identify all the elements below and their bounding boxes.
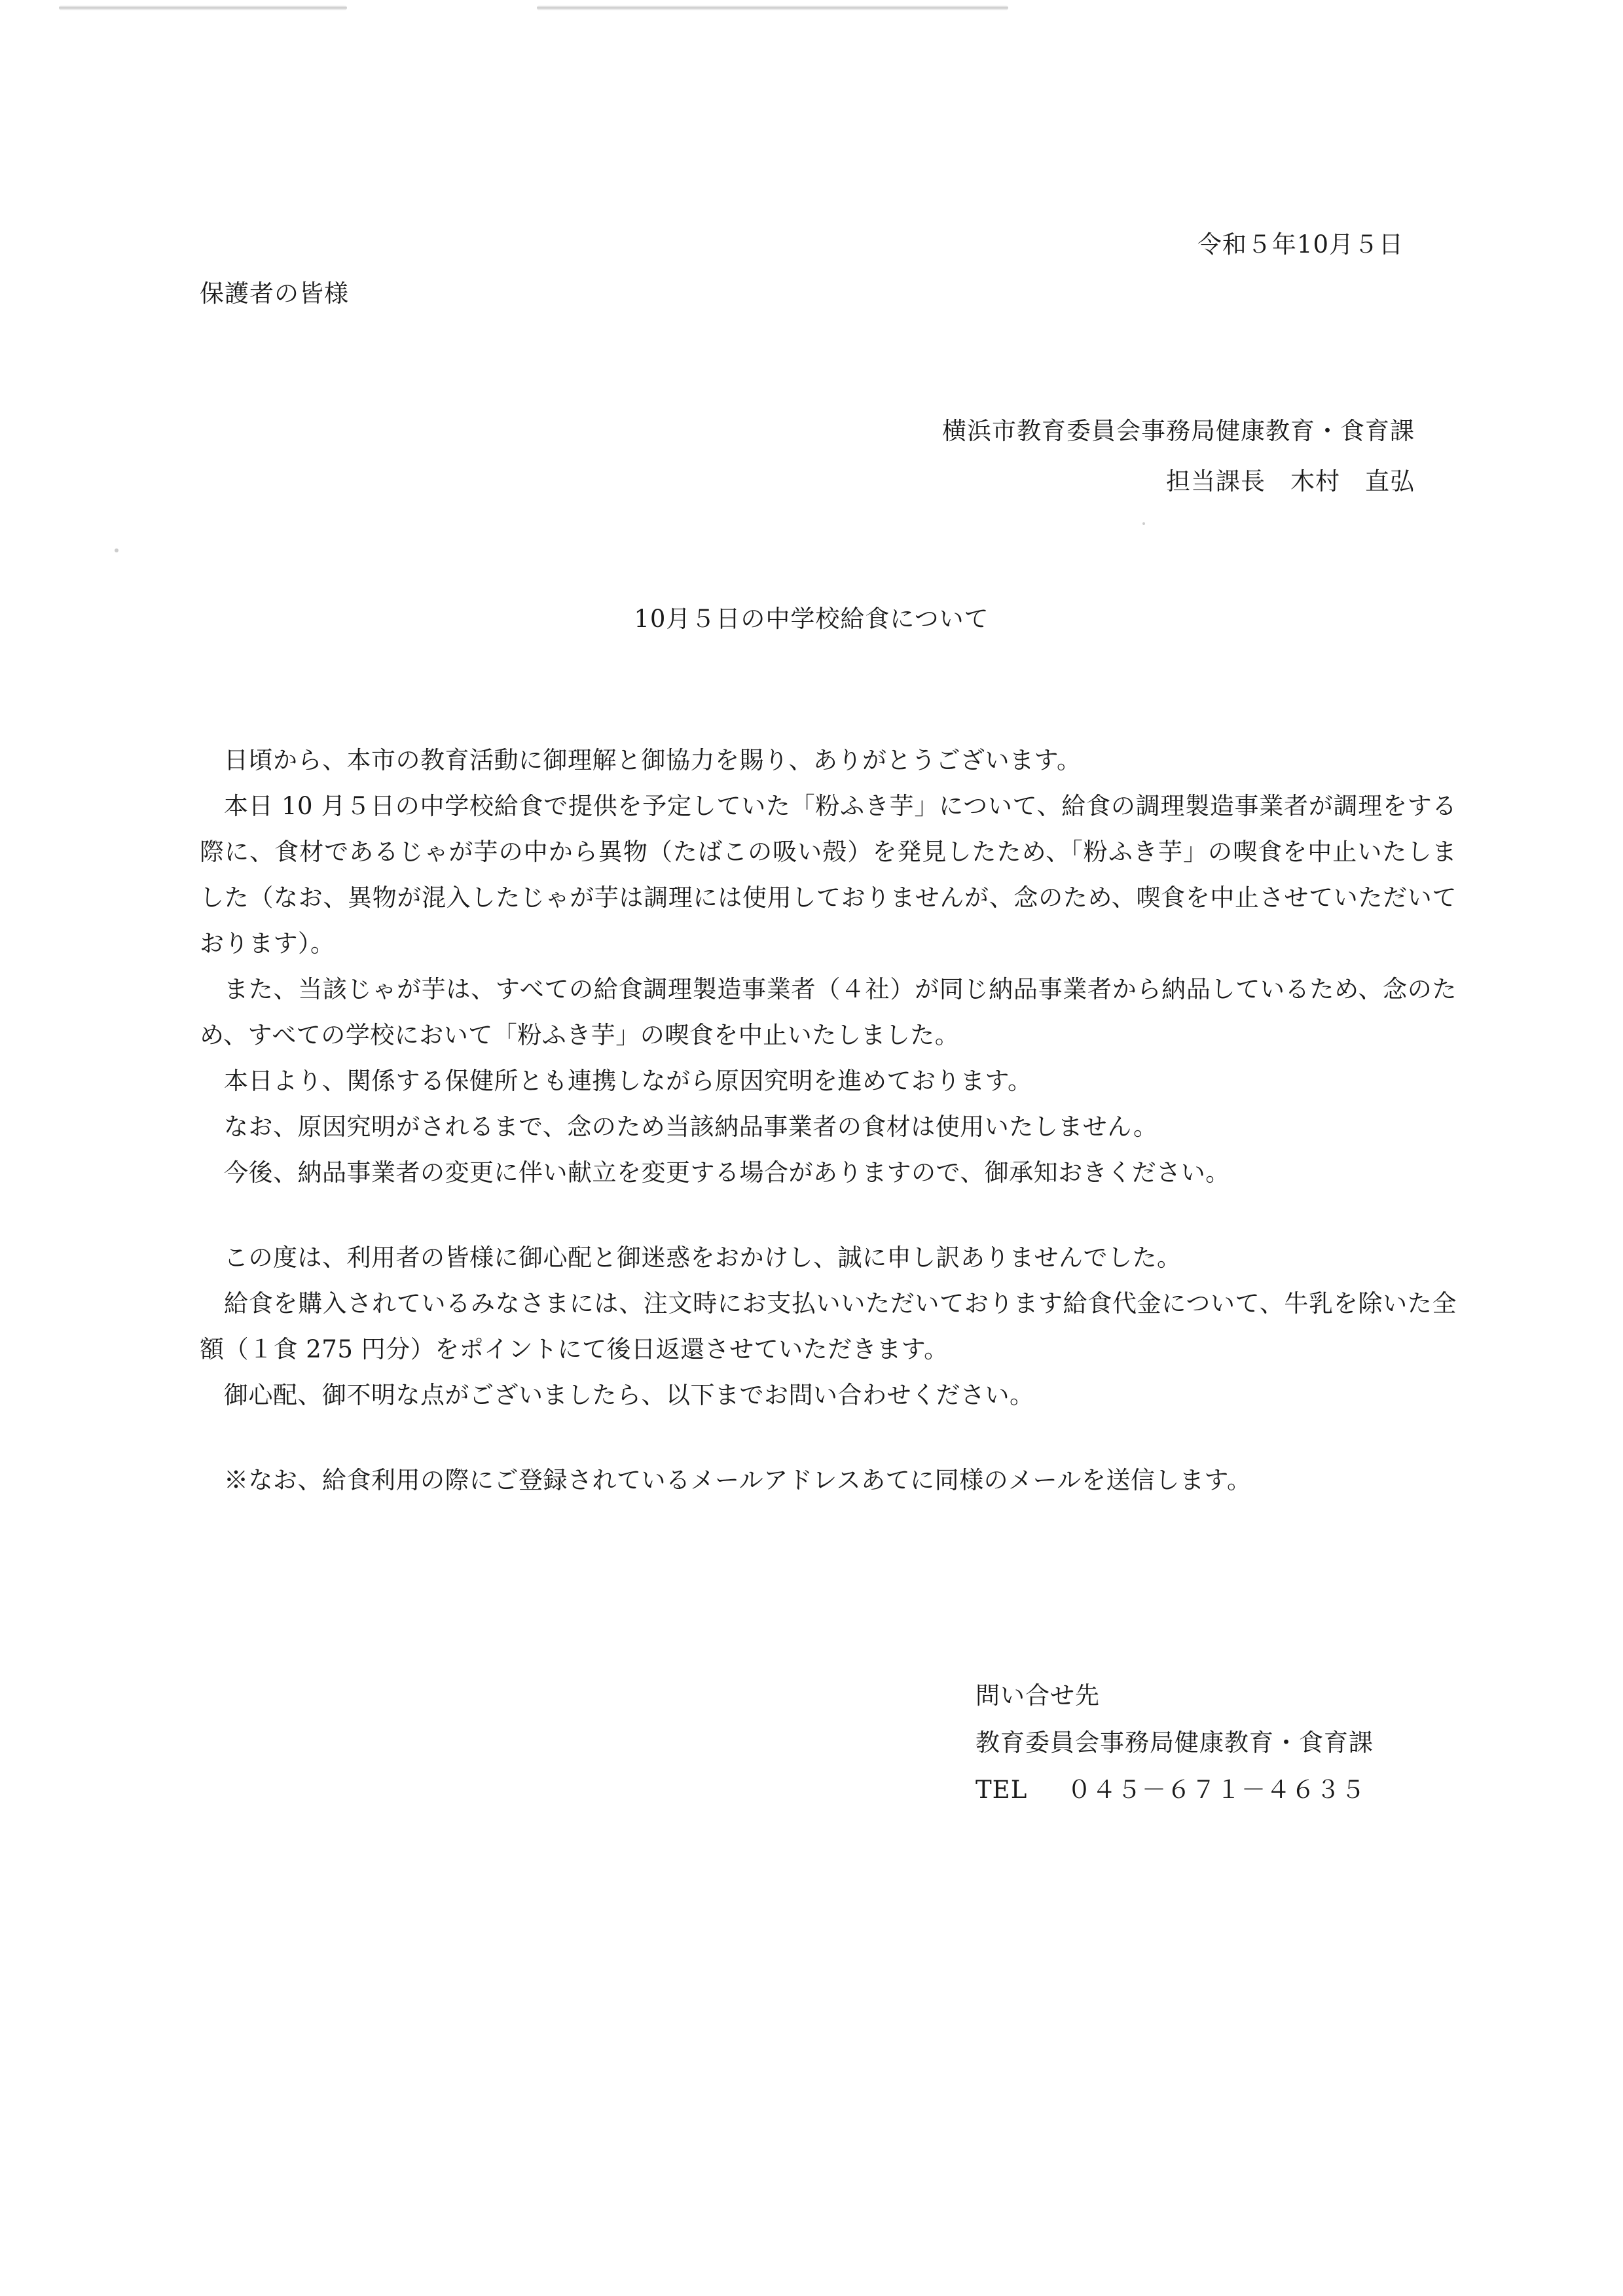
body-paragraph: 御心配、御不明な点がございましたら、以下までお問い合わせください。 (224, 1381, 1034, 1409)
sender-person: 担当課長 木村 直弘 (1166, 467, 1415, 495)
phone-label: TEL (976, 1776, 1028, 1804)
contact-block (976, 1672, 1374, 1814)
contact-label: 問い合せ先 (976, 1681, 1100, 1710)
paragraph-gap (200, 1418, 1457, 1458)
document-title: 10月５日の中学校給食について (634, 605, 989, 633)
body-note: ※なお、給食利用の際にご登録されているメールアドレスあてに同様のメールを送信します。 (224, 1466, 1252, 1494)
document-date: 令和５年10月５日 (1197, 230, 1404, 259)
contact-phone (976, 1767, 1374, 1814)
phone-number: ０４５－６７１－４６３５ (1067, 1776, 1366, 1804)
scan-edge-mark (537, 5, 1008, 10)
body-paragraph: 給食を購入されているみなさまには、注文時にお支払いいただいております給食代金について、牛乳を除いた全額（１食 275 円分）をポイントにて後日返還させていただきます。 (200, 1289, 1457, 1363)
body-paragraph: また、当該じゃが芋は、すべての給食調理製造事業者（４社）が同じ納品事業者から納品しているため、念のため、すべての学校において「粉ふき芋」の喫食を中止いたしました。 (200, 975, 1457, 1049)
body-paragraph: なお、原因究明がされるまで、念のため当該納品事業者の食材は使用いたしません。 (224, 1113, 1158, 1141)
addressee: 保護者の皆様 (200, 279, 349, 308)
body-paragraph: 本日 10 月５日の中学校給食で提供を予定していた「粉ふき芋」について、給食の調理製造事業者が調理をする際に、食材であるじゃが芋の中から異物（たばこの吸い殻）を発見したため、「粉ふき芋」の喫食を中止いたしました（なお、異物が混入したじゃが芋は調理には使用しておりませんが、念のため、喫食を中止させていただいております）。 (200, 792, 1457, 958)
scan-speck (115, 548, 119, 552)
scan-edge-mark (59, 5, 347, 10)
scan-speck (1142, 522, 1145, 525)
sender-organization: 横浜市教育委員会事務局健康教育・食育課 (942, 417, 1415, 445)
letter-body (200, 738, 1457, 1503)
body-paragraph: 日頃から、本市の教育活動に御理解と御協力を賜り、ありがとうございます。 (224, 746, 1082, 774)
body-paragraph: 本日より、関係する保健所とも連携しながら原因究明を進めております。 (224, 1067, 1032, 1095)
body-paragraph: この度は、利用者の皆様に御心配と御迷惑をおかけし、誠に申し訳ありませんでした。 (224, 1244, 1182, 1272)
body-paragraph: 今後、納品事業者の変更に伴い献立を変更する場合がありますので、御承知おきください。 (224, 1158, 1230, 1187)
paragraph-gap (200, 1196, 1457, 1235)
contact-department: 教育委員会事務局健康教育・食育課 (976, 1729, 1374, 1757)
